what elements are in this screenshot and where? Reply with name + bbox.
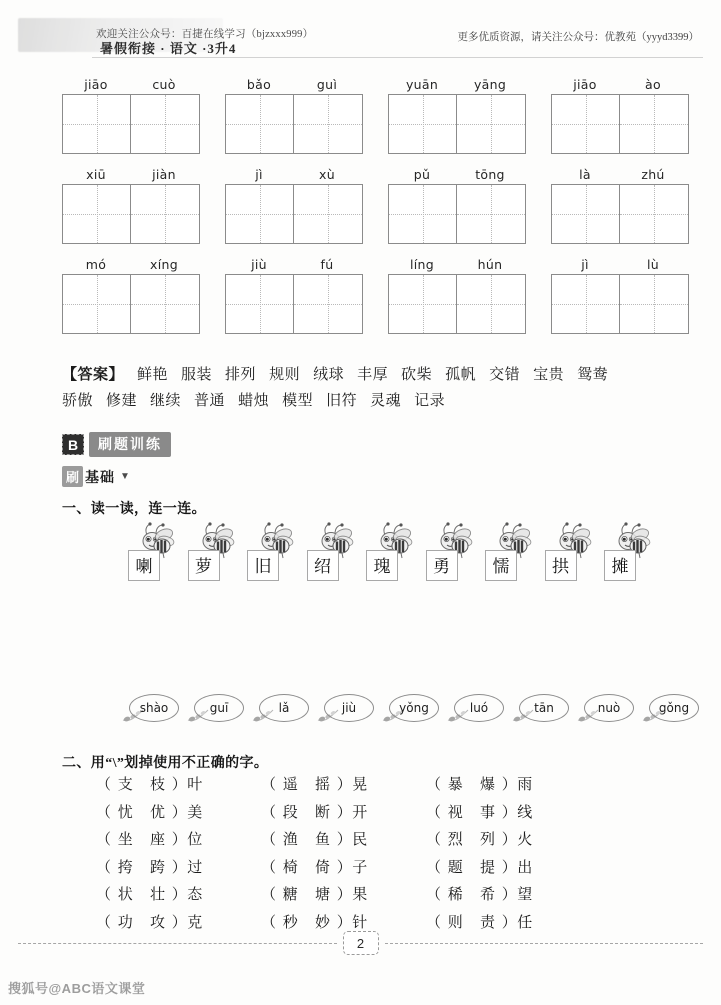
choice-option-b[interactable]: 座 xyxy=(150,832,166,848)
pinyin-label: yāng xyxy=(473,77,507,92)
pinyin-label: jiāo xyxy=(84,77,108,92)
tianzige-cell[interactable] xyxy=(294,95,362,153)
choice-tail-character: 叶 xyxy=(187,777,203,793)
pinyin-label: pǔ xyxy=(413,167,431,182)
pinyin-word-group xyxy=(62,76,200,154)
character-card[interactable]: 拱 xyxy=(545,550,577,581)
tianzige-box[interactable] xyxy=(388,94,526,154)
pinyin-grid-row xyxy=(62,166,665,256)
tianzige-cell[interactable] xyxy=(63,95,131,153)
pinyin-writing-grids xyxy=(62,76,665,346)
answer-word: 记录 xyxy=(414,393,446,409)
pinyin-oval-label: lǎ xyxy=(278,701,290,715)
choice-option-a[interactable]: 遥 xyxy=(282,777,299,793)
choice-option-a[interactable]: 忧 xyxy=(117,804,134,821)
pinyin-label: jì xyxy=(581,257,589,272)
choice-row: （ 烈 列 ）火 xyxy=(426,827,591,855)
answer-key-line-2 xyxy=(62,388,672,414)
choice-option-a[interactable]: 椅 xyxy=(282,859,299,876)
answer-word: 孤帆 xyxy=(445,367,477,383)
triangle-down-icon: ▼ xyxy=(120,471,130,482)
choice-option-a[interactable]: 秒 xyxy=(282,914,299,931)
choice-row: （ 暴 爆 ）雨 xyxy=(426,772,591,800)
pinyin-oval-label: nuò xyxy=(597,701,621,715)
pinyin-oval-item[interactable] xyxy=(126,692,182,728)
choice-option-a[interactable]: 糖 xyxy=(282,887,299,903)
choice-tail-character: 态 xyxy=(187,887,203,903)
choice-option-a[interactable]: 段 xyxy=(282,804,299,821)
page-footer xyxy=(18,931,703,955)
choice-tail-character: 开 xyxy=(352,804,368,821)
footer-dash-left xyxy=(18,943,337,944)
tianzige-box[interactable] xyxy=(551,184,689,244)
character-card[interactable]: 瑰 xyxy=(366,550,398,581)
tianzige-cell[interactable] xyxy=(63,275,131,333)
pinyin-word-group xyxy=(388,76,526,154)
choice-row: （ 渔 鱼 ）民 xyxy=(261,827,426,855)
choice-row: （ 支 枝 ）叶 xyxy=(96,772,261,800)
character-card[interactable]: 喇 xyxy=(128,550,160,581)
pinyin-word-group xyxy=(388,166,526,244)
choice-tail-character: 出 xyxy=(517,859,533,876)
choice-tail-character: 晃 xyxy=(352,777,368,793)
character-card[interactable]: 绍 xyxy=(307,550,339,581)
tianzige-box[interactable] xyxy=(225,274,363,334)
choice-option-b[interactable]: 爆 xyxy=(480,777,496,793)
pinyin-word-group xyxy=(388,256,526,334)
answer-word: 骄傲 xyxy=(62,393,94,409)
answer-word: 规则 xyxy=(269,367,301,383)
pinyin-label: jiāo xyxy=(573,77,597,92)
choice-column xyxy=(261,772,426,937)
choice-option-a[interactable]: 稀 xyxy=(447,887,464,903)
pinyin-label: jiù xyxy=(251,257,267,272)
choice-tail-character: 美 xyxy=(187,804,203,821)
choice-option-b[interactable]: 跨 xyxy=(150,859,166,876)
choice-option-a[interactable]: 则 xyxy=(447,914,464,931)
choice-option-b[interactable]: 列 xyxy=(480,832,496,848)
tianzige-cell[interactable] xyxy=(226,95,294,153)
pinyin-label: tōng xyxy=(475,167,505,182)
tianzige-box[interactable] xyxy=(225,184,363,244)
pinyin-label: jiàn xyxy=(152,167,176,182)
answer-word: 宝贵 xyxy=(533,367,565,383)
pinyin-label: cuò xyxy=(152,77,176,92)
pinyin-oval-label: tān xyxy=(534,701,554,715)
choice-option-b[interactable]: 塘 xyxy=(315,887,331,903)
pinyin-label: guì xyxy=(316,77,338,92)
choice-option-b[interactable]: 提 xyxy=(480,859,496,876)
tianzige-box[interactable] xyxy=(62,274,200,334)
tianzige-cell[interactable] xyxy=(131,185,199,243)
choice-tail-character: 过 xyxy=(187,859,203,876)
choice-tail-character: 位 xyxy=(187,832,203,848)
bee-character-item[interactable] xyxy=(426,524,474,588)
answer-word: 丰厚 xyxy=(357,367,389,383)
choice-tail-character: 任 xyxy=(517,914,533,931)
choice-option-a[interactable]: 渔 xyxy=(282,832,299,848)
section-b-header xyxy=(62,432,171,457)
answer-word: 灵魂 xyxy=(370,393,402,409)
choice-row: （ 稀 希 ）望 xyxy=(426,882,591,910)
pinyin-oval-label: yǒng xyxy=(399,701,429,715)
character-card[interactable]: 萝 xyxy=(188,550,220,581)
bee-character-cards xyxy=(128,524,652,588)
page-number: 2 xyxy=(343,931,379,955)
choice-column xyxy=(426,772,591,937)
tianzige-cell[interactable] xyxy=(389,95,457,153)
pinyin-label: mó xyxy=(85,257,107,272)
choice-option-a[interactable]: 坐 xyxy=(117,832,134,848)
pinyin-oval-label: jiù xyxy=(341,701,357,715)
choice-option-b[interactable]: 鱼 xyxy=(315,832,331,848)
choice-row: （ 秒 妙 ）针 xyxy=(261,910,426,938)
bee-character-item[interactable] xyxy=(604,524,652,588)
tianzige-box[interactable] xyxy=(551,94,689,154)
choice-tail-character: 望 xyxy=(517,887,533,903)
pinyin-label: xiū xyxy=(86,167,106,182)
choice-option-a[interactable]: 视 xyxy=(447,804,464,821)
choice-option-b[interactable]: 摇 xyxy=(315,777,331,793)
answer-word: 服装 xyxy=(181,367,213,383)
book-title: 暑假衔接 · 语文 ·3升4 xyxy=(100,41,237,56)
answer-word: 蜡烛 xyxy=(238,393,270,409)
tianzige-cell[interactable] xyxy=(457,95,525,153)
character-choice-columns xyxy=(96,772,616,937)
pinyin-label: jì xyxy=(255,167,263,182)
choice-option-a[interactable]: 挎 xyxy=(117,859,134,876)
pinyin-oval-item[interactable] xyxy=(256,692,312,728)
choice-row: （ 题 提 ）出 xyxy=(426,855,591,883)
choice-row: （ 忧 优 ）美 xyxy=(96,800,261,828)
tianzige-cell[interactable] xyxy=(620,95,688,153)
choice-row: （ 遥 摇 ）晃 xyxy=(261,772,426,800)
pinyin-oval-item[interactable] xyxy=(451,692,507,728)
section-letter-badge: B xyxy=(62,434,84,455)
pinyin-word-group xyxy=(551,166,689,244)
tianzige-cell[interactable] xyxy=(226,275,294,333)
tianzige-cell[interactable] xyxy=(620,185,688,243)
choice-row: （ 状 壮 ）态 xyxy=(96,882,261,910)
pinyin-oval-label: luó xyxy=(469,701,489,715)
choice-row: （ 椅 倚 ）子 xyxy=(261,855,426,883)
choice-row: （ 挎 跨 ）过 xyxy=(96,855,261,883)
choice-option-a[interactable]: 题 xyxy=(447,859,464,876)
pinyin-word-group xyxy=(225,76,363,154)
choice-option-b[interactable]: 断 xyxy=(315,804,331,821)
header-watermark-right: 更多优质资源，请关注公众号：优教苑（yyyd3399） xyxy=(457,32,699,43)
pinyin-label: lù xyxy=(647,257,659,272)
footer-watermark: 搜狐号@ABC语文课堂 xyxy=(8,981,146,996)
pinyin-label: zhú xyxy=(641,167,665,182)
choice-option-b[interactable]: 妙 xyxy=(315,914,331,931)
subsection-title: 基础 xyxy=(85,470,116,486)
answer-word: 模型 xyxy=(282,393,314,409)
header-divider xyxy=(92,57,703,58)
pinyin-label: bǎo xyxy=(246,77,272,92)
choice-option-b[interactable]: 倚 xyxy=(315,859,331,876)
footer-dash-right xyxy=(385,943,704,944)
pinyin-grid-row xyxy=(62,76,662,166)
answer-word: 鲜艳 xyxy=(137,367,169,383)
choice-option-b[interactable]: 事 xyxy=(480,804,496,821)
answer-key-line-1 xyxy=(62,362,672,388)
pinyin-oval-label: gǒng xyxy=(658,701,690,715)
answer-word: 继续 xyxy=(150,393,182,409)
character-card[interactable]: 摊 xyxy=(604,550,636,581)
answer-key-label: 【答案】 xyxy=(62,367,125,383)
tianzige-cell[interactable] xyxy=(131,275,199,333)
choice-tail-character: 果 xyxy=(352,887,368,903)
tianzige-box[interactable] xyxy=(551,274,689,334)
answer-word: 排列 xyxy=(225,367,257,383)
pinyin-oval-item[interactable] xyxy=(646,692,702,728)
tianzige-cell[interactable] xyxy=(457,275,525,333)
tianzige-cell[interactable] xyxy=(226,185,294,243)
answer-word: 旧符 xyxy=(326,393,358,409)
pinyin-label: fú xyxy=(320,257,334,272)
choice-option-b[interactable]: 枝 xyxy=(150,777,166,793)
choice-row: （ 段 断 ）开 xyxy=(261,800,426,828)
pinyin-grid-row xyxy=(62,256,662,346)
choice-tail-character: 雨 xyxy=(517,777,533,793)
bee-character-item[interactable] xyxy=(485,524,533,588)
pinyin-oval-item[interactable] xyxy=(386,692,442,728)
pinyin-label: hún xyxy=(477,257,503,272)
choice-row: （ 功 攻 ）克 xyxy=(96,910,261,938)
choice-option-b[interactable]: 责 xyxy=(480,914,496,931)
answer-word: 普通 xyxy=(194,393,226,409)
bee-character-item[interactable] xyxy=(247,524,295,588)
pinyin-oval-label: shào xyxy=(139,701,169,715)
pinyin-oval-item[interactable] xyxy=(516,692,572,728)
pinyin-oval-label: guī xyxy=(209,701,229,715)
character-card[interactable]: 勇 xyxy=(426,550,458,581)
tianzige-cell[interactable] xyxy=(63,185,131,243)
choice-tail-character: 克 xyxy=(187,914,203,931)
pinyin-word-group xyxy=(62,256,200,334)
choice-column xyxy=(96,772,261,937)
subsection-header xyxy=(62,466,130,487)
answer-word: 鸳鸯 xyxy=(577,367,609,383)
choice-option-b[interactable]: 优 xyxy=(150,804,166,821)
choice-option-b[interactable]: 希 xyxy=(480,887,496,903)
answer-word: 交错 xyxy=(489,367,521,383)
choice-row: （ 则 责 ）任 xyxy=(426,910,591,938)
choice-option-b[interactable]: 攻 xyxy=(150,914,166,931)
bee-character-item[interactable] xyxy=(366,524,414,588)
bee-character-item[interactable] xyxy=(307,524,355,588)
tianzige-cell[interactable] xyxy=(457,185,525,243)
choice-row: （ 糖 塘 ）果 xyxy=(261,882,426,910)
choice-tail-character: 民 xyxy=(352,832,368,848)
tianzige-cell[interactable] xyxy=(552,185,620,243)
tianzige-cell[interactable] xyxy=(552,275,620,333)
choice-option-a[interactable]: 功 xyxy=(117,914,134,931)
pinyin-label: xíng xyxy=(150,257,178,272)
tianzige-cell[interactable] xyxy=(294,275,362,333)
tianzige-cell[interactable] xyxy=(389,275,457,333)
choice-row: （ 坐 座 ）位 xyxy=(96,827,261,855)
choice-option-a[interactable]: 暴 xyxy=(447,777,464,793)
pinyin-label: líng xyxy=(409,257,434,272)
tianzige-box[interactable] xyxy=(225,94,363,154)
bee-character-item[interactable] xyxy=(128,524,176,588)
character-card[interactable]: 懦 xyxy=(485,550,517,581)
answer-word: 修建 xyxy=(106,393,138,409)
exercise-2-heading: 二、用“\”划掉使用不正确的字。 xyxy=(62,756,269,771)
pinyin-label: ào xyxy=(645,77,661,92)
answer-word: 砍柴 xyxy=(401,367,433,383)
choice-tail-character: 针 xyxy=(352,914,368,931)
bee-character-item[interactable] xyxy=(188,524,236,588)
pinyin-oval-item[interactable] xyxy=(191,692,247,728)
bee-character-item[interactable] xyxy=(545,524,593,588)
tianzige-cell[interactable] xyxy=(620,275,688,333)
tianzige-cell[interactable] xyxy=(294,185,362,243)
choice-option-b[interactable]: 壮 xyxy=(150,887,166,903)
answer-word: 绒球 xyxy=(313,367,345,383)
pinyin-word-group xyxy=(551,76,689,154)
choice-tail-character: 子 xyxy=(352,859,368,876)
choice-tail-character: 线 xyxy=(517,804,533,821)
choice-option-a[interactable]: 烈 xyxy=(447,832,464,848)
pinyin-label: là xyxy=(579,167,591,182)
pinyin-oval-row xyxy=(126,692,702,728)
pinyin-word-group xyxy=(225,166,363,244)
pinyin-word-group xyxy=(62,166,200,244)
page-header xyxy=(0,0,721,62)
choice-option-a[interactable]: 状 xyxy=(117,887,134,903)
pinyin-word-group xyxy=(551,256,689,334)
section-title: 刷题训练 xyxy=(89,432,171,457)
pinyin-word-group xyxy=(225,256,363,334)
choice-tail-character: 火 xyxy=(517,832,533,848)
tianzige-box[interactable] xyxy=(388,184,526,244)
pinyin-oval-item[interactable] xyxy=(321,692,377,728)
header-watermark-left: 欢迎关注公众号：百捷在线学习（bjzxxx999） xyxy=(96,29,314,40)
choice-row: （ 视 事 ）线 xyxy=(426,800,591,828)
choice-option-a[interactable]: 支 xyxy=(117,777,134,793)
tianzige-cell[interactable] xyxy=(389,185,457,243)
answer-key xyxy=(62,362,672,414)
tianzige-box[interactable] xyxy=(388,274,526,334)
subsection-tag: 刷 xyxy=(62,466,83,487)
tianzige-box[interactable] xyxy=(62,94,200,154)
pinyin-label: xù xyxy=(319,167,335,182)
exercise-1-heading: 一、读一读，连一连。 xyxy=(62,502,206,517)
tianzige-cell[interactable] xyxy=(131,95,199,153)
pinyin-label: yuān xyxy=(405,77,439,92)
tianzige-cell[interactable] xyxy=(552,95,620,153)
tianzige-box[interactable] xyxy=(62,184,200,244)
character-card[interactable]: 旧 xyxy=(247,550,279,581)
pinyin-oval-item[interactable] xyxy=(581,692,637,728)
